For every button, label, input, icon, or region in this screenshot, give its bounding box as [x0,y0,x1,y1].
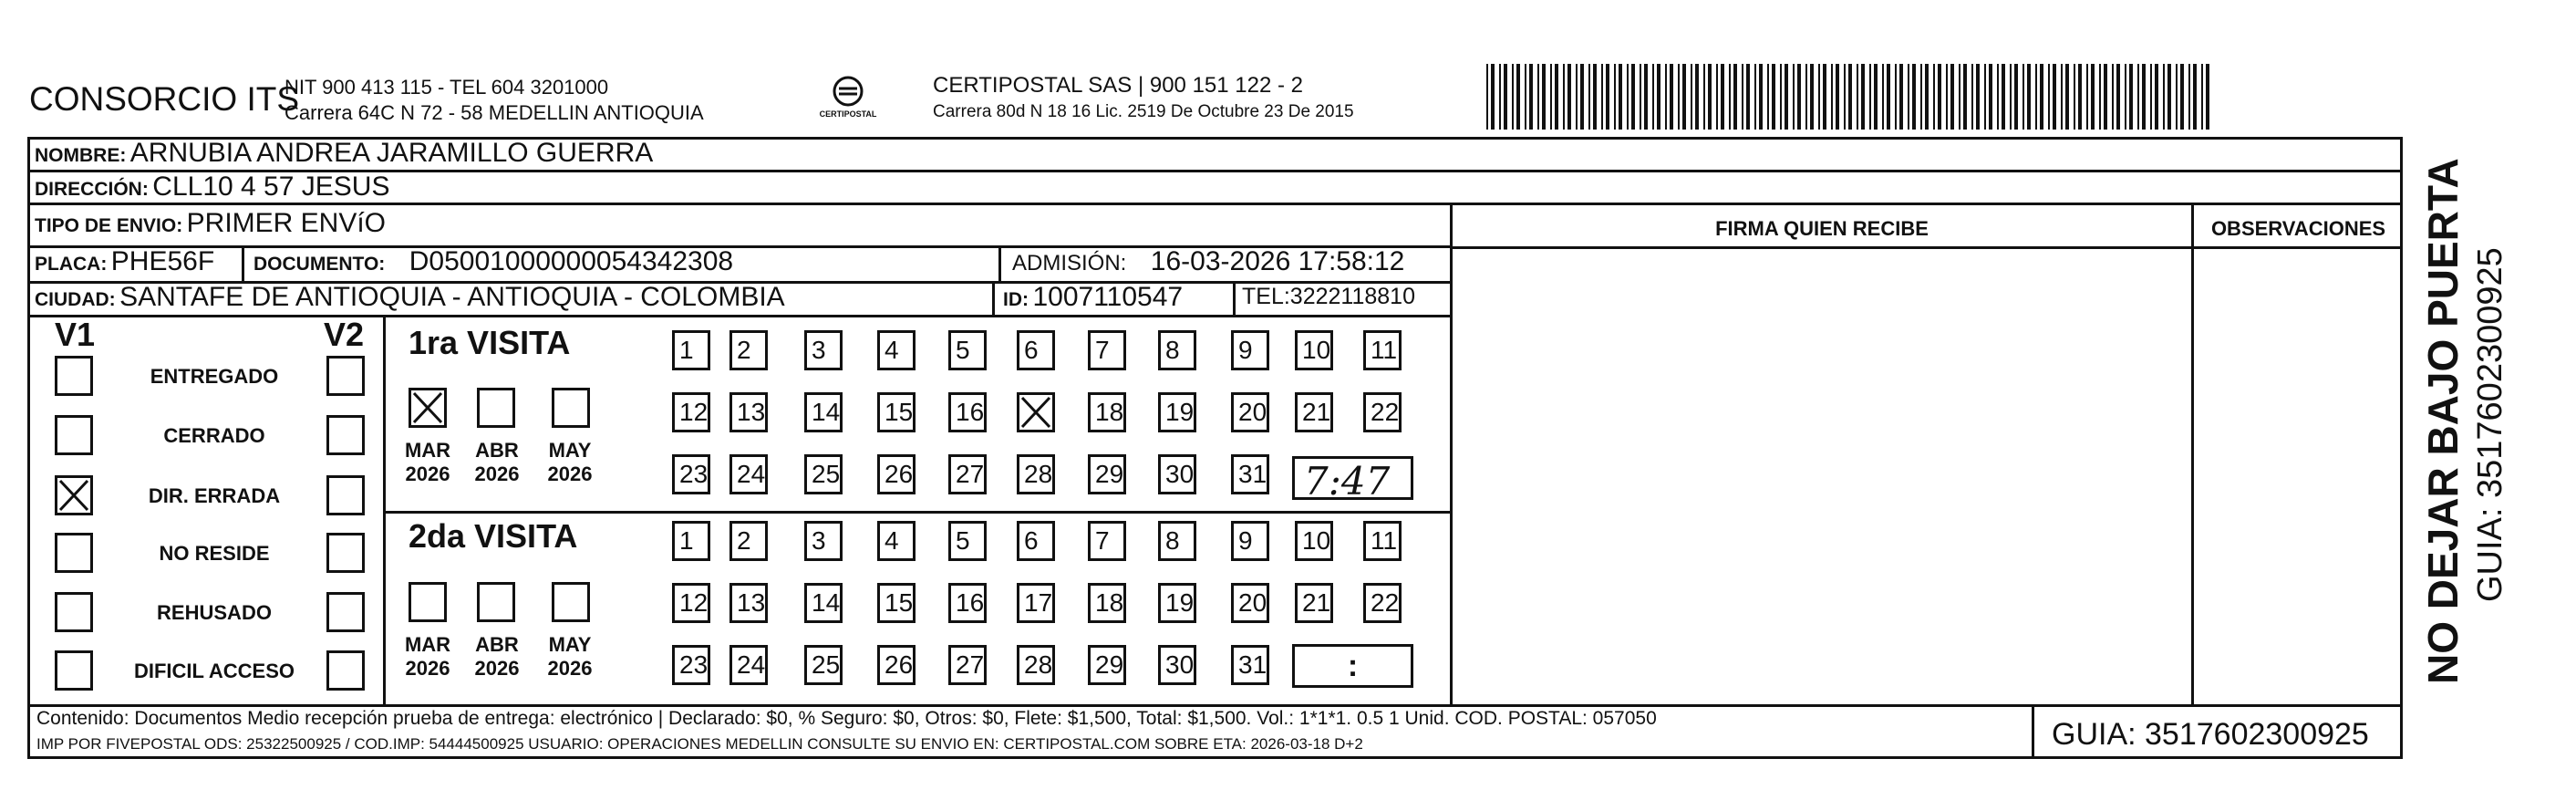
visit1-day-3[interactable]: 3 [804,330,843,370]
visit1-month-may: MAY 2026 [547,439,593,485]
visit2-time-box[interactable] [1292,644,1413,688]
status-rehusado: REHUSADO [157,601,272,624]
visit2-day-2[interactable]: 2 [729,521,768,561]
company-nit: NIT 900 413 115 - TEL 604 3201000 [284,76,609,99]
visit2-day-28[interactable]: 28 [1017,645,1055,685]
visit1-day-12[interactable]: 12 [672,392,710,432]
v1-label: V1 [55,316,96,353]
visit2-day-24[interactable]: 24 [729,645,768,685]
id-label: ID: [1003,289,1029,310]
documento-row [253,246,733,277]
status-cerrado: CERRADO [163,424,265,447]
visit1-day-5[interactable]: 5 [948,330,987,370]
status-entregado: ENTREGADO [150,365,279,388]
visit1-day-13[interactable]: 13 [729,392,768,432]
visit2-day-21[interactable]: 21 [1295,583,1333,623]
visit1-day-4[interactable]: 4 [877,330,916,370]
visit1-day-22[interactable]: 22 [1363,392,1402,432]
visit2-day-16[interactable]: 16 [948,583,987,623]
v2-label: V2 [324,316,365,353]
visit1-month-abr: ABR 2026 [474,439,520,485]
footer-guia: GUIA: 3517602300925 [2052,717,2369,752]
barcode [1486,64,2214,130]
visit1-day-1[interactable]: 1 [672,330,710,370]
visit1-day-23[interactable]: 23 [672,454,710,494]
visit1-day-30[interactable]: 30 [1158,454,1196,494]
visit1-day-27[interactable]: 27 [948,454,987,494]
visit1-time: 7:47 [1304,459,1391,504]
visit1-day-9[interactable]: 9 [1231,330,1269,370]
visit2-day-17[interactable]: 17 [1017,583,1055,623]
visit2-mar-checkbox[interactable] [409,582,447,622]
visit2-day-27[interactable]: 27 [948,645,987,685]
v1-dificil-acceso-checkbox[interactable] [55,650,93,691]
status-dir-errada: DIR. ERRADA [148,484,281,507]
v2-dir-errada-checkbox[interactable] [326,475,365,515]
visit2-day-20[interactable]: 20 [1231,583,1269,623]
nombre-value: ARNUBIA ANDREA JARAMILLO GUERRA [129,138,654,168]
ciudad-value: SANTAFE DE ANTIOQUIA - ANTIOQUIA - COLOMBIA [119,282,785,312]
ciudad-row [35,282,785,313]
visit2-month-mar: MAR 2026 [404,633,451,680]
visit1-day-6[interactable]: 6 [1017,330,1055,370]
visit1-day-25[interactable]: 25 [804,454,843,494]
documento-value: D05001000000054342308 [409,246,734,276]
visit2-day-13[interactable]: 13 [729,583,768,623]
visit1-time-box[interactable] [1292,456,1413,504]
ciudad-label: CIUDAD: [35,289,116,310]
observaciones-header: OBSERVACIONES [2210,217,2386,240]
visit1-title: 1ra VISITA [409,324,571,361]
visit1-abr-checkbox[interactable] [477,388,515,428]
visit2-day-9[interactable]: 9 [1231,521,1269,561]
id-row [1003,282,1183,313]
imp-text: IMP POR FIVEPOSTAL ODS: 25322500925 / COD.IMP: 54444500925 USUARIO: OPERACIONES MEDELLIN CONSULTE SU ENVIO EN: CERTIPOSTAL.COM SOBRE ETA: 2026-03-18 D+2 [36,735,1363,753]
visit2-day-22[interactable]: 22 [1363,583,1402,623]
direccion-value: CLL10 4 57 JESUS [152,172,390,202]
check-x-icon [57,478,90,513]
visit1-day-18[interactable]: 18 [1088,392,1126,432]
status-dificil-acceso: DIFICIL ACCESO [133,660,295,682]
direccion-label: DIRECCIÓN: [35,179,149,200]
visit1-day-7[interactable]: 7 [1088,330,1126,370]
visit1-day-8[interactable]: 8 [1158,330,1196,370]
visit1-day-24[interactable]: 24 [729,454,768,494]
visit2-day-14[interactable]: 14 [804,583,843,623]
visit1-day-2[interactable]: 2 [729,330,768,370]
company-address: Carrera 64C N 72 - 58 MEDELLIN ANTIOQUIA [284,101,704,124]
visit1-day-21[interactable]: 21 [1295,392,1333,432]
logo-text: CERTIPOSTAL [819,109,877,119]
visit1-mar-checkbox[interactable] [409,388,447,428]
v1-no-reside-checkbox[interactable] [55,533,93,573]
visit2-day-30[interactable]: 30 [1158,645,1196,685]
v1-entregado-checkbox[interactable] [55,356,93,396]
company-name: CONSORCIO ITS [29,80,300,118]
visit2-title: 2da VISITA [409,517,578,555]
visit1-day-15[interactable]: 15 [877,392,916,432]
nombre-row [35,138,653,169]
tipo-row [35,208,386,239]
v2-cerrado-checkbox[interactable] [326,415,365,455]
documento-label: DOCUMENTO: [253,254,386,275]
tel-label: TEL: [1242,284,1290,309]
status-no-reside: NO RESIDE [159,542,270,565]
visit2-may-checkbox[interactable] [552,582,590,622]
v2-dificil-acceso-checkbox[interactable] [326,650,365,691]
visit1-day-17[interactable] [1017,392,1055,432]
id-value: 1007110547 [1032,282,1184,312]
visit2-time: : [1347,649,1359,683]
visit2-day-3[interactable]: 3 [804,521,843,561]
visit1-day-31[interactable]: 31 [1231,454,1269,494]
visit1-day-29[interactable]: 29 [1088,454,1126,494]
visit1-day-20[interactable]: 20 [1231,392,1269,432]
placa-value: PHE56F [110,246,215,276]
visit2-day-18[interactable]: 18 [1088,583,1126,623]
visit1-day-28[interactable]: 28 [1017,454,1055,494]
visit1-day-26[interactable]: 26 [877,454,916,494]
tipo-label: TIPO DE ENVIO: [35,215,183,236]
check-x-icon [411,390,444,425]
visit2-day-5[interactable]: 5 [948,521,987,561]
v2-entregado-checkbox[interactable] [326,356,365,396]
visit1-may-checkbox[interactable] [552,388,590,428]
admision-row [1012,246,1404,277]
visit2-day-4[interactable]: 4 [877,521,916,561]
v1-cerrado-checkbox[interactable] [55,415,93,455]
visit1-day-11[interactable]: 11 [1363,330,1402,370]
v1-rehusado-checkbox[interactable] [55,592,93,632]
placa-label: PLACA: [35,254,108,275]
visit2-abr-checkbox[interactable] [477,582,515,622]
no-dejar-text: NO DEJAR BAJO PUERTA [2419,158,2467,684]
v1-dir-errada-checkbox[interactable] [55,475,93,515]
visit2-day-29[interactable]: 29 [1088,645,1126,685]
visit2-day-25[interactable]: 25 [804,645,843,685]
admision-value: 16-03-2026 17:58:12 [1150,246,1405,276]
visit2-day-23[interactable]: 23 [672,645,710,685]
contenido-text: Contenido: Documentos Medio recepción prueba de entrega: electrónico | Declarado: $0, % Seguro: $0, Otros: $0, Flete: $1,500, Total: $1,500. Vol.: 1*1*1. 0.5 1 Unid. COD. POSTAL: 057050 [36,708,1657,729]
visit1-month-mar: MAR 2026 [404,439,451,485]
visit2-day-10[interactable]: 10 [1295,521,1333,561]
visit2-day-19[interactable]: 19 [1158,583,1196,623]
firma-header: FIRMA QUIEN RECIBE [1715,217,1929,240]
visit2-day-7[interactable]: 7 [1088,521,1126,561]
certipostal-logo [812,73,885,124]
tel-row [1242,284,1415,310]
visit2-month-abr: ABR 2026 [474,633,520,680]
partner-address: Carrera 80d N 18 16 Lic. 2519 De Octubre 23 De 2015 [933,102,1354,121]
v2-rehusado-checkbox[interactable] [326,592,365,632]
v2-no-reside-checkbox[interactable] [326,533,365,573]
visit2-day-8[interactable]: 8 [1158,521,1196,561]
check-x-icon [1019,394,1055,431]
admision-label: ADMISIÓN: [1012,251,1127,275]
visit2-day-15[interactable]: 15 [877,583,916,623]
visit1-day-10[interactable]: 10 [1295,330,1333,370]
visit1-day-16[interactable]: 16 [948,392,987,432]
visit2-day-26[interactable]: 26 [877,645,916,685]
visit1-day-19[interactable]: 19 [1158,392,1196,432]
direccion-row [35,172,389,203]
tel-value: 3222118810 [1289,284,1415,309]
tipo-value: PRIMER ENVíO [186,208,387,238]
partner-name: CERTIPOSTAL SAS | 900 151 122 - 2 [933,73,1303,98]
placa-row [35,246,214,277]
visit2-day-11[interactable]: 11 [1363,521,1402,561]
visit2-month-may: MAY 2026 [547,633,593,680]
visit2-day-31[interactable]: 31 [1231,645,1269,685]
visit2-day-6[interactable]: 6 [1017,521,1055,561]
side-guia-text: GUIA: 3517602300925 [2471,247,2509,602]
visit2-day-1[interactable]: 1 [672,521,710,561]
nombre-label: NOMBRE: [35,145,127,166]
visit2-day-12[interactable]: 12 [672,583,710,623]
visit1-day-14[interactable]: 14 [804,392,843,432]
